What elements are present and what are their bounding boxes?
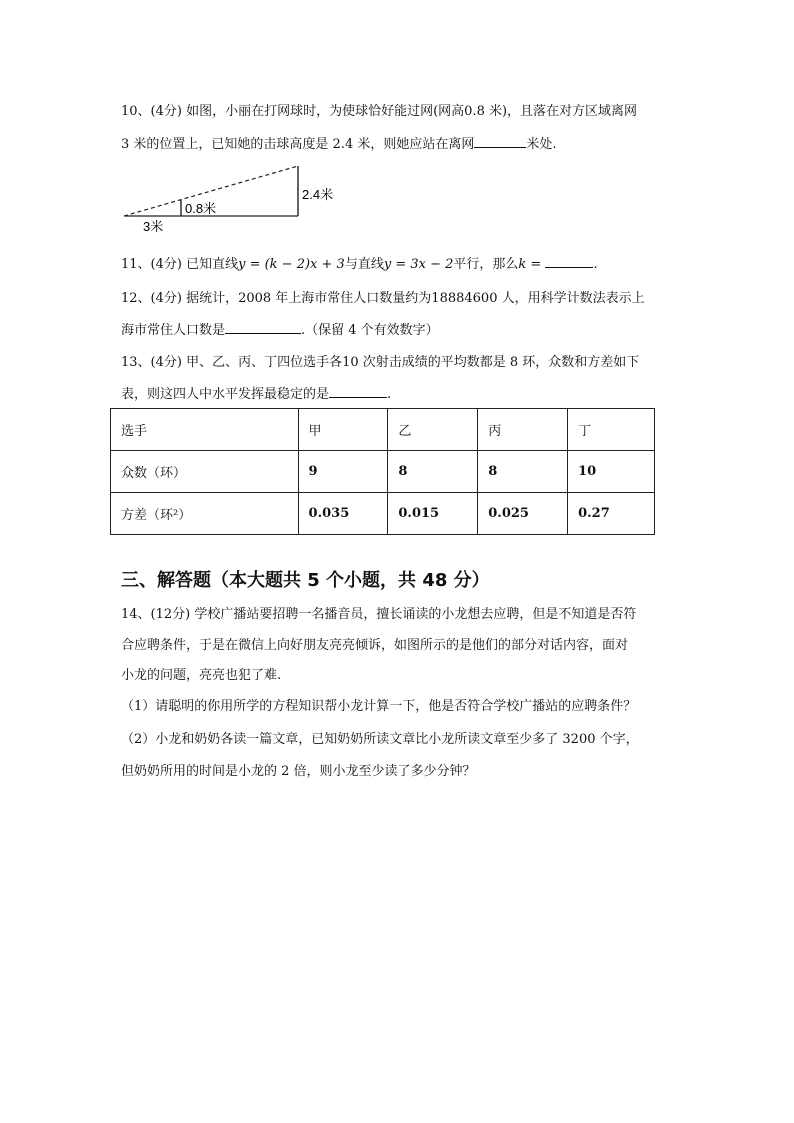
table-cell: 10 (568, 451, 655, 493)
q13-line1: 13、(4分) 甲、乙、丙、丁四位选手各10 次射击成绩的平均数都是 8 环，众数和方差如下 (121, 355, 640, 370)
table-cell: 8 (388, 451, 478, 493)
q10-line2-text: 3 米的位置上，已知她的击球高度是 2.4 米，则她应站在离网 (121, 137, 475, 152)
q14-line1: 14、(12分) 学校广播站要招聘一名播音员，擅长诵读的小龙想去应聘，但是不知道是否符 (121, 607, 637, 622)
table-row-variance (111, 493, 655, 535)
q14-line3: 小龙的问题，亮亮也犯了难. (121, 668, 282, 683)
table-cell: 8 (478, 451, 568, 493)
q11-answer-blank[interactable] (545, 254, 593, 268)
table-cell: 0.27 (568, 493, 655, 535)
q12-line1: 12、(4分) 据统计，2008 年上海市常住人口数量约为18884600 人，用科学计数法表示上 (121, 291, 645, 306)
q11-equation-2: y = 3x − 2 (383, 257, 454, 272)
table-header-cell: 甲 (298, 409, 388, 451)
q13-line2 (121, 384, 391, 404)
table-cell: 众数（环） (111, 451, 299, 493)
q11-end: . (593, 257, 598, 272)
table-cell: 0.025 (478, 493, 568, 535)
q11-suffix: 平行，那么 (453, 257, 519, 272)
q11-mid: 与直线 (344, 257, 384, 272)
q13-answer-blank[interactable] (329, 384, 387, 398)
table-cell: 9 (298, 451, 388, 493)
q13-line2-text: 表，则这四人中水平发挥最稳定的是 (121, 387, 330, 402)
table-cell: 0.035 (298, 493, 388, 535)
q10-line2-suffix: 米处. (526, 137, 557, 152)
table-cell: 方差（环²） (111, 493, 299, 535)
q12-line2-text: 海市常住人口数是 (121, 323, 226, 338)
q12-line2-suffix: .（保留 4 个有效数字） (301, 323, 439, 338)
q10-line2 (121, 134, 556, 154)
table-header-row (111, 409, 655, 451)
q10-answer-blank[interactable] (474, 134, 526, 148)
table-header-cell: 丁 (568, 409, 655, 451)
q12-line2 (121, 320, 439, 340)
table-header-cell: 选手 (111, 409, 299, 451)
q11-k: k = (518, 257, 542, 272)
section-title: 三、解答题（本大题共 5 个小题，共 48 分） (121, 570, 490, 591)
q14-part2-line1: （2）小龙和奶奶各读一篇文章，已知奶奶所读文章比小龙所读文章至少多了 3200 个字， (121, 732, 639, 747)
table-header-cell: 丙 (478, 409, 568, 451)
q10-figure (118, 160, 348, 240)
table-cell: 0.015 (388, 493, 478, 535)
q14-part2-line2: 但奶奶所用的时间是小龙的 2 倍，则小龙至少读了多少分钟？ (121, 764, 476, 779)
q11-prefix: 11、(4分) 已知直线 (121, 257, 239, 272)
q13-line2-suffix: . (387, 387, 392, 402)
table-header-cell: 乙 (388, 409, 478, 451)
q10-line1: 10、(4分) 如图，小丽在打网球时，为使球恰好能过网(网高0.8 米)，且落在对方区域离网 (121, 104, 638, 119)
q14-line2: 合应聘条件，于是在微信上向好朋友亮亮倾诉，如图所示的是他们的部分对话内容，面对 (121, 638, 629, 653)
q11-equation-1: y = (k − 2)x + 3 (238, 257, 345, 272)
net-height-label: 0.8米 (185, 201, 217, 216)
table-row-mode (111, 451, 655, 493)
q14-part1: （1）请聪明的你用所学的方程知识帮小龙计算一下，他是否符合学校广播站的应聘条件？ (121, 699, 637, 714)
q11-line (121, 254, 598, 274)
height-label: 2.4米 (302, 187, 334, 202)
q13-table (110, 408, 655, 535)
distance-label: 3米 (143, 219, 164, 234)
q12-answer-blank[interactable] (225, 320, 301, 334)
